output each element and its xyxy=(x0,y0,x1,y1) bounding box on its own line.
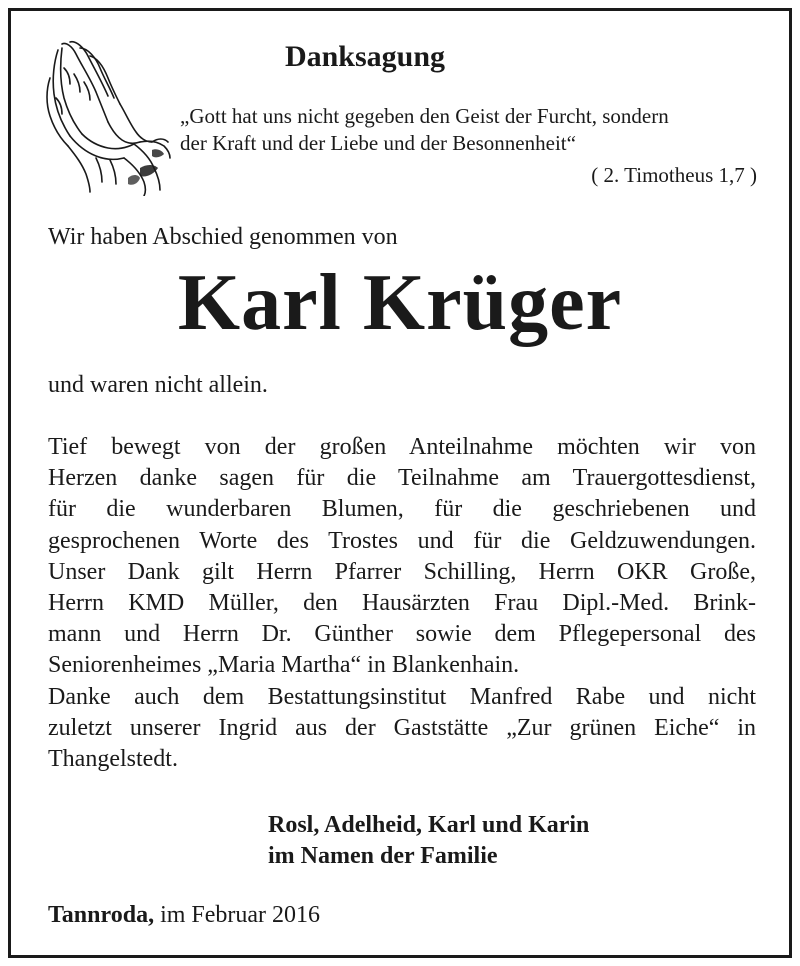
body-line: für die wunderbaren Blumen, für die geschriebenen und xyxy=(48,496,756,523)
signature-names: Rosl, Adelheid, Karl und Karin xyxy=(268,812,590,838)
body-line: Tief bewegt von der großen Anteilnahme möchten wir von xyxy=(48,434,756,460)
date: im Februar 2016 xyxy=(154,902,321,928)
body-line: gesprochenen Worte des Trostes und für die Geldzuwendungen. xyxy=(48,527,756,554)
body-line: Seniorenheimes „Maria Martha“ in Blankenhain. xyxy=(48,652,520,679)
quote-line: „Gott hat uns nicht gegeben den Geist der Furcht, sondern xyxy=(180,104,669,128)
body-line: Danke auch dem Bestattungsinstitut Manfred Rabe und nicht xyxy=(48,683,756,710)
intro-text: Wir haben Abschied genommen von xyxy=(48,224,398,250)
bible-quote xyxy=(180,103,760,157)
body-line: Herrn KMD Müller, den Hausärzten Frau Dipl.-Med. Brink- xyxy=(48,589,756,616)
deceased-name: Karl Krüger xyxy=(177,259,623,347)
acknowledgement-text xyxy=(48,432,756,775)
body-line: Thangelstedt. xyxy=(48,745,178,772)
praying-hands-icon xyxy=(40,38,172,196)
signature-family: im Namen der Familie xyxy=(268,843,498,869)
place-date xyxy=(48,900,320,930)
quote-line: der Kraft und der Liebe und der Besonnenheit“ xyxy=(180,131,576,155)
notice-title: Danksagung xyxy=(284,40,446,73)
body-line: mann und Herrn Dr. Günther sowie dem Pflegepersonal des xyxy=(48,621,756,648)
body-line: zuletzt unserer Ingrid aus der Gaststätte „Zur grünen Eiche“ in xyxy=(48,714,756,741)
body-line: Unser Dank gilt Herrn Pfarrer Schilling, Herrn OKR Große, xyxy=(48,558,756,585)
bible-reference: ( 2. Timotheus 1,7 ) xyxy=(591,163,757,187)
signature-block xyxy=(268,810,589,872)
place: Tannroda, xyxy=(48,902,155,928)
body-line: Herzen danke sagen für die Teilnahme am Trauergottesdienst, xyxy=(48,465,756,492)
after-name-text: und waren nicht allein. xyxy=(48,372,268,398)
